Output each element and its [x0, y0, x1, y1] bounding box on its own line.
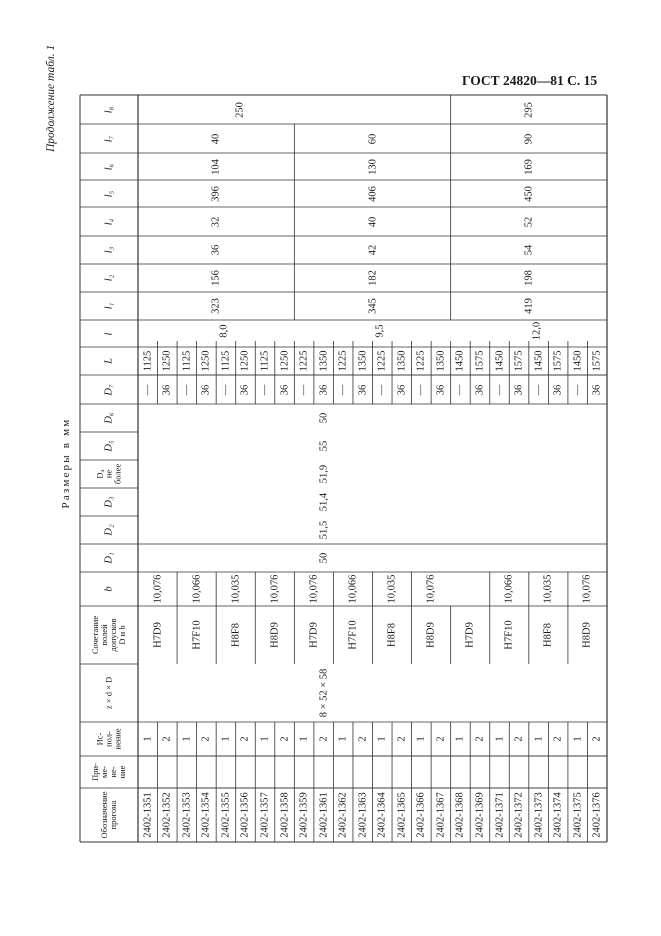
header-l6: l₆: [103, 163, 115, 170]
tolerance-cell: H8D9: [425, 622, 437, 648]
ispolnenie-cell: 1: [494, 736, 506, 742]
d7-cell: —: [415, 384, 427, 395]
l2-cell: 156: [210, 270, 222, 286]
d7-cell: —: [572, 384, 584, 395]
d7-cell: —: [181, 384, 193, 395]
tolerance-cell: H8D9: [581, 622, 593, 648]
designation-cell: 2402-1352: [161, 792, 173, 838]
d7-cell: —: [142, 384, 154, 395]
l2-cell: 198: [523, 270, 535, 286]
d7-cell: —: [494, 384, 506, 395]
header-l: l: [103, 332, 115, 335]
ispolnenie-cell: 2: [474, 736, 486, 742]
b-cell: 10,076: [425, 574, 437, 604]
ispolnenie-cell: 2: [279, 736, 291, 742]
l5-cell: 450: [523, 185, 535, 202]
d7-cell: 36: [357, 384, 369, 395]
l-length-cell: 1225: [337, 350, 349, 372]
d7-cell: 36: [591, 384, 603, 395]
ispolnenie-cell: 1: [259, 736, 271, 742]
header-l8: l₈: [103, 106, 115, 113]
designation-cell: 2402-1363: [357, 792, 369, 838]
l-length-cell: 1450: [572, 350, 584, 372]
d3-cell: 51,4: [318, 492, 330, 512]
page-header: ГОСТ 24820—81 С. 15: [462, 73, 598, 88]
header-l3: l₃: [103, 246, 115, 254]
d7-cell: —: [259, 384, 271, 395]
l-length-cell: 1225: [376, 350, 388, 372]
b-cell: 10,066: [503, 574, 515, 604]
d7-cell: 36: [200, 384, 212, 395]
designation-cell: 2402-1366: [415, 792, 427, 838]
l5-cell: 396: [210, 185, 222, 202]
ispolnenie-cell: 1: [415, 736, 427, 742]
l-length-cell: 1450: [494, 350, 506, 372]
d7-cell: —: [337, 384, 349, 395]
d6-cell: 50: [318, 412, 330, 424]
header-D6: D₆: [103, 412, 115, 424]
l1-cell: 345: [367, 298, 378, 314]
zdD-cell: 8 × 52 × 58: [318, 668, 330, 718]
b-cell: 10,076: [308, 574, 320, 604]
designation-cell: 2402-1376: [591, 792, 603, 838]
l8-cell: 250: [234, 101, 246, 118]
designation-cell: 2402-1357: [259, 792, 271, 838]
designation-cell: 2402-1375: [572, 792, 584, 838]
ispolnenie-cell: 2: [552, 736, 564, 742]
header-mesto: Ис- пол- нение: [94, 728, 123, 750]
ispolnenie-cell: 2: [239, 736, 251, 742]
l-length-cell: 1575: [591, 350, 603, 372]
b-cell: 10,066: [191, 574, 203, 604]
b-cell: 10,035: [386, 574, 398, 604]
ispolnenie-cell: 2: [161, 736, 173, 742]
designation-cell: 2402-1369: [474, 792, 486, 838]
designation-cell: 2402-1374: [552, 792, 564, 838]
l7-cell: 60: [367, 133, 378, 144]
ispolnenie-cell: 1: [572, 736, 584, 742]
l2-cell: 182: [367, 270, 378, 286]
l1-cell: 419: [523, 298, 535, 314]
l5-cell: 406: [367, 185, 378, 202]
designation-cell: 2402-1356: [239, 792, 251, 838]
l6-cell: 104: [210, 158, 222, 175]
l-length-cell: 1125: [220, 350, 232, 372]
d7-cell: 36: [474, 384, 486, 395]
header-l2: l₂: [103, 274, 115, 282]
header-L: L: [103, 358, 115, 364]
l-length-cell: 1250: [279, 350, 291, 372]
l-cell: 12,0: [531, 321, 543, 340]
l7-cell: 40: [210, 133, 222, 144]
d7-cell: 36: [435, 384, 447, 395]
l-length-cell: 1350: [435, 350, 447, 372]
header-D3: D₃: [103, 496, 115, 508]
header-zdD: z × d × D: [103, 676, 114, 710]
header-b: b: [103, 586, 115, 592]
tolerance-cell: H8F8: [542, 623, 554, 647]
l8-cell: 295: [523, 101, 535, 118]
ispolnenie-cell: 2: [396, 736, 408, 742]
designation-cell: 2402-1355: [220, 792, 232, 838]
ispolnenie-cell: 2: [318, 736, 330, 742]
designation-cell: 2402-1368: [454, 792, 466, 838]
l4-cell: 40: [367, 216, 378, 227]
header-D7: D₇: [103, 383, 115, 396]
tolerance-cell: H7D9: [464, 622, 476, 648]
l-length-cell: 1250: [161, 350, 173, 372]
l3-cell: 36: [210, 244, 222, 256]
b-cell: 10,076: [269, 574, 281, 604]
header-D4: D₄ не более: [94, 463, 123, 485]
d7-cell: 36: [318, 384, 330, 395]
tolerance-cell: H7F10: [191, 620, 203, 650]
designation-cell: 2402-1362: [337, 792, 349, 838]
ispolnenie-cell: 2: [200, 736, 212, 742]
designation-cell: 2402-1351: [142, 792, 154, 838]
designation-cell: 2402-1373: [533, 792, 545, 838]
l-length-cell: 1575: [552, 350, 564, 372]
ispolnenie-cell: 1: [337, 736, 349, 742]
b-cell: 10,066: [347, 574, 359, 604]
header-D5: D₅: [103, 440, 115, 452]
ispolnenie-cell: 2: [357, 736, 369, 742]
l-length-cell: 1250: [200, 350, 212, 372]
l-length-cell: 1350: [396, 350, 408, 372]
l-length-cell: 1450: [533, 350, 545, 372]
l-length-cell: 1225: [298, 350, 310, 372]
b-cell: 10,076: [581, 574, 593, 604]
d2-cell: 51,5: [318, 520, 330, 540]
designation-cell: 2402-1372: [513, 792, 525, 838]
l-length-cell: 1225: [415, 350, 427, 372]
designation-cell: 2402-1365: [396, 792, 408, 838]
d7-cell: —: [533, 384, 545, 395]
l3-cell: 54: [523, 244, 535, 256]
l1-cell: 323: [210, 298, 222, 314]
d7-cell: 36: [552, 384, 564, 395]
ispolnenie-cell: 1: [181, 736, 193, 742]
d5-cell: 55: [318, 440, 330, 452]
l-cell: 8,0: [218, 323, 230, 338]
l6-cell: 169: [523, 158, 535, 175]
d7-cell: 36: [513, 384, 525, 395]
designation-cell: 2402-1354: [200, 792, 212, 838]
l4-cell: 52: [523, 216, 535, 227]
d7-cell: —: [454, 384, 466, 395]
ispolnenie-cell: 2: [591, 736, 603, 742]
d4-cell: 51,9: [318, 464, 330, 484]
d7-cell: —: [376, 384, 388, 395]
designation-cell: 2402-1358: [279, 792, 291, 838]
b-cell: 10,035: [542, 574, 554, 604]
header-prim: При- ме- не- ние: [90, 763, 127, 781]
l-length-cell: 1125: [181, 350, 193, 372]
ispolnenie-cell: 2: [513, 736, 525, 742]
l-length-cell: 1450: [454, 350, 466, 372]
designation-cell: 2402-1371: [494, 792, 506, 838]
ispolnenie-cell: 1: [454, 736, 466, 742]
d7-cell: —: [298, 384, 310, 395]
b-cell: 10,035: [230, 574, 242, 604]
header-D1: D₁: [103, 552, 115, 564]
header-D2: D₂: [103, 524, 115, 536]
tolerance-cell: H7D9: [308, 622, 320, 648]
l-length-cell: 1350: [357, 350, 369, 372]
d7-cell: 36: [161, 384, 173, 395]
ispolnenie-cell: 1: [298, 736, 310, 742]
l-cell: 9,5: [374, 323, 386, 338]
ispolnenie-cell: 1: [533, 736, 545, 742]
header-l1: l₁: [103, 302, 115, 310]
l-length-cell: 1575: [474, 350, 486, 372]
designation-cell: 2402-1364: [376, 792, 388, 838]
l-length-cell: 1125: [142, 350, 154, 372]
l-length-cell: 1250: [239, 350, 251, 372]
tolerance-cell: H8F8: [386, 623, 398, 647]
tolerance-cell: H7D9: [152, 622, 164, 648]
l3-cell: 42: [367, 244, 378, 256]
dimensions-label: Размеры в мм: [60, 417, 72, 509]
header-l4: l₄: [103, 218, 115, 225]
ispolnenie-cell: 1: [376, 736, 388, 742]
designation-cell: 2402-1367: [435, 792, 447, 838]
header-soch: Сочетание полей допусков D и b: [90, 615, 127, 655]
b-cell: 10,076: [152, 574, 164, 604]
tolerance-cell: H8F8: [230, 623, 242, 647]
d7-cell: 36: [279, 384, 291, 395]
l4-cell: 32: [210, 216, 222, 227]
designation-cell: 2402-1359: [298, 792, 310, 838]
ispolnenie-cell: 1: [220, 736, 232, 742]
tolerance-cell: H7F10: [347, 620, 359, 650]
header-l5: l₅: [103, 190, 115, 197]
d1-cell: 50: [318, 552, 330, 564]
ispolnenie-cell: 1: [142, 736, 154, 742]
d7-cell: 36: [239, 384, 251, 395]
ispolnenie-cell: 2: [435, 736, 447, 742]
l7-cell: 90: [523, 133, 535, 144]
designation-cell: 2402-1361: [318, 792, 330, 838]
l6-cell: 130: [367, 158, 378, 175]
d7-cell: —: [220, 384, 232, 395]
designation-cell: 2402-1353: [181, 792, 193, 838]
d7-cell: 36: [396, 384, 408, 395]
l-length-cell: 1125: [259, 350, 271, 372]
l-length-cell: 1575: [513, 350, 525, 372]
header-des: Обозначение прогона: [99, 791, 118, 839]
continuation-label: Продолжение табл. 1: [45, 44, 57, 152]
tolerance-cell: H7F10: [503, 620, 515, 650]
header-l7: l₇: [103, 135, 115, 142]
tolerance-cell: H8D9: [269, 622, 281, 648]
l-length-cell: 1350: [318, 350, 330, 372]
